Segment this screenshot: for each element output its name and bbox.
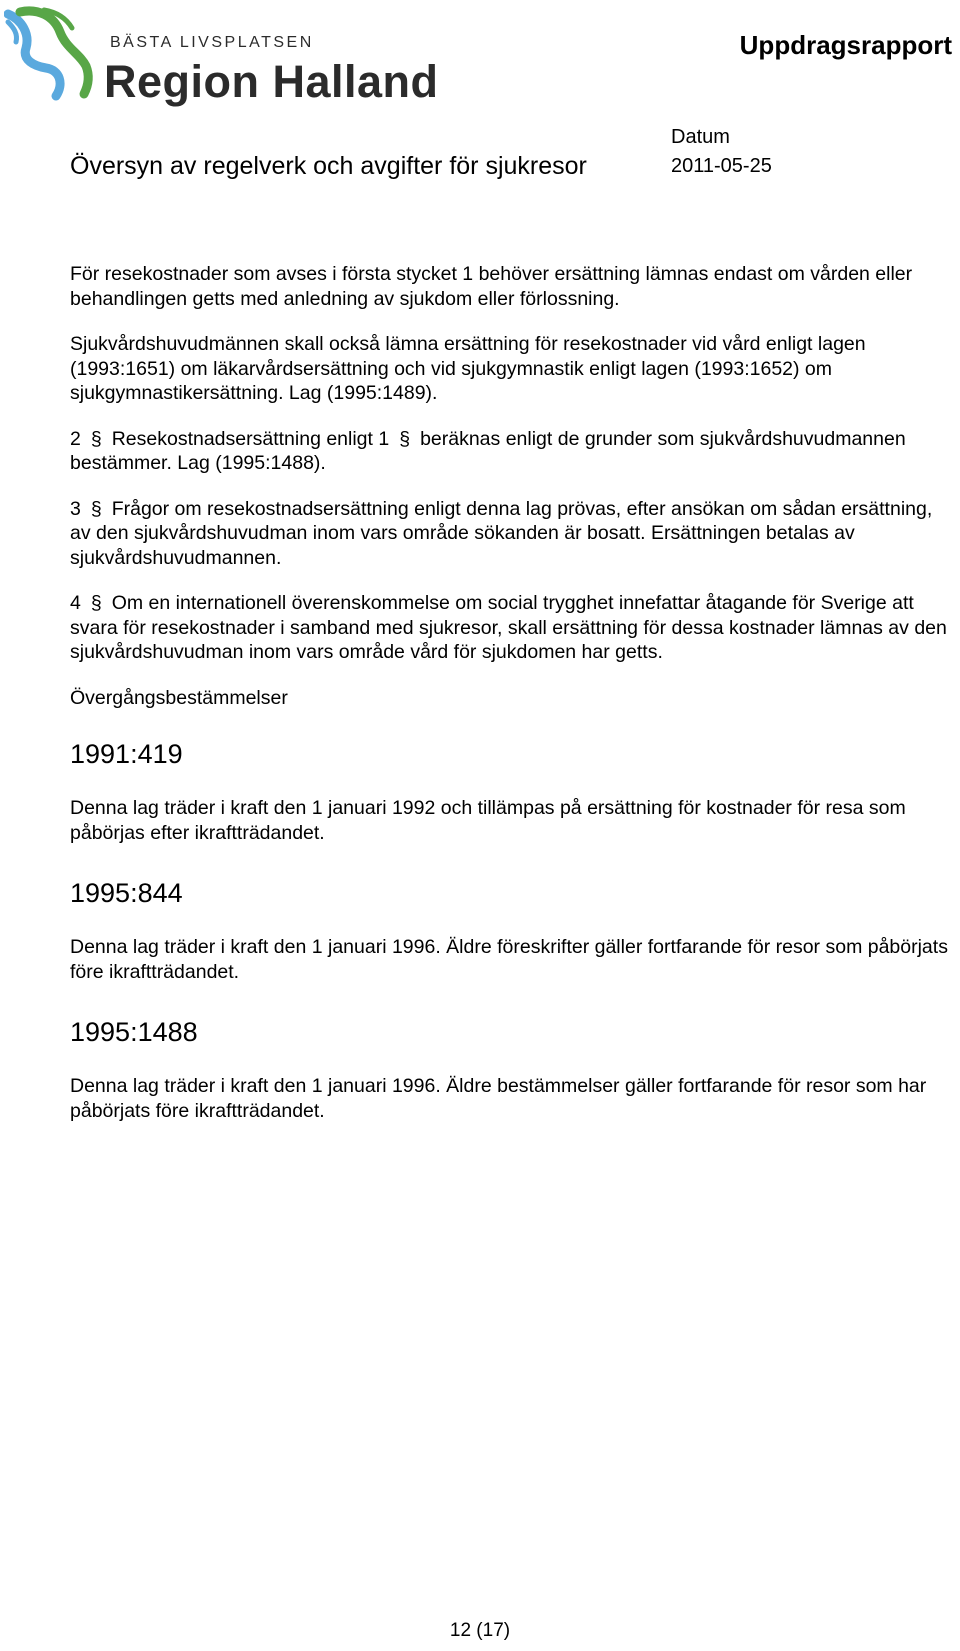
document-body [70,262,950,1144]
section-2-paragraph [70,427,950,476]
section-symbol: § [90,592,102,614]
page-number: 12 (17) [449,1620,511,1641]
logo-name: Region Halland [104,56,439,107]
section-3-number: 3 [70,497,81,520]
section-paragraph: Denna lag träder i kraft den 1 januari 1996. Äldre föreskrifter gäller fortfarande för resor som påbörjats före ikraftträdandet. [70,936,948,983]
section-4-text: Om en internationell överenskommelse om social trygghet innefattar åtagande för Sverige att svara för resekostnader i samband med sjukresor, skall ersättning för dessa kostnader lämnas av den sjukvårdshuvudman inom vars område vård för sjukdomen har getts. [70,592,947,663]
document-type: Uppdragsrapport [739,30,952,60]
section-3-paragraph [70,497,950,571]
section-symbol: § [90,497,102,520]
region-halland-logo [4,4,439,114]
region-halland-river-mark-icon [4,4,104,114]
section-symbol: § [399,427,411,450]
logo-tagline: BÄSTA LIVSPLATSEN [110,34,314,51]
section-heading: 1991:419 [70,739,183,769]
section-heading: 1995:1488 [70,1017,198,1047]
section-paragraph: Denna lag träder i kraft den 1 januari 1996. Äldre bestämmelser gäller fortfarande för resor som har påbörjats före ikraftträdandet. [70,1075,927,1122]
paragraph-2: Sjukvårdshuvudmännen skall också lämna ersättning för resekostnader vid vård enligt lagen (1993:1651) om läkarvårdsersättning och vid sjukgymnastik enligt lagen (1993:1652) om sjukgymnastikersättning. Lag (1995:1489). [70,333,866,404]
section-paragraph: Denna lag träder i kraft den 1 januari 1992 och tillämpas på ersättning för kostnader för resa som påbörjas efter ikraftträdandet. [70,797,906,844]
section-4-number: 4 [70,592,81,614]
transition-heading: Övergångsbestämmelser [70,686,288,709]
section-2-text-start: Resekostnadsersättning enligt 1 [111,427,390,450]
section-symbol: § [90,427,102,450]
section-heading: 1995:844 [70,878,183,908]
section-3-text: Frågor om resekostnadsersättning enligt denna lag prövas, efter ansökan om sådan ersättning, av den sjukvårdshuvudman inom vars område sökanden är bosatt. Ersättningen betalas av sjukvårdshuvudmannen. [70,497,933,569]
section-4-paragraph [70,591,950,665]
section-2-text-end: beräknas enligt de grunder som sjukvårdshuvudmannen bestämmer. Lag (1995:1488). [70,427,906,474]
date-label: Datum [671,126,730,148]
date-value: 2011-05-25 [671,155,772,177]
section-2-number: 2 [70,427,81,450]
document-title: Översyn av regelverk och avgifter för sjukresor [70,152,587,180]
paragraph-1: För resekostnader som avses i första stycket 1 behöver ersättning lämnas endast om vården eller behandlingen getts med anledning av sjukdom eller förlossning. [70,263,913,310]
